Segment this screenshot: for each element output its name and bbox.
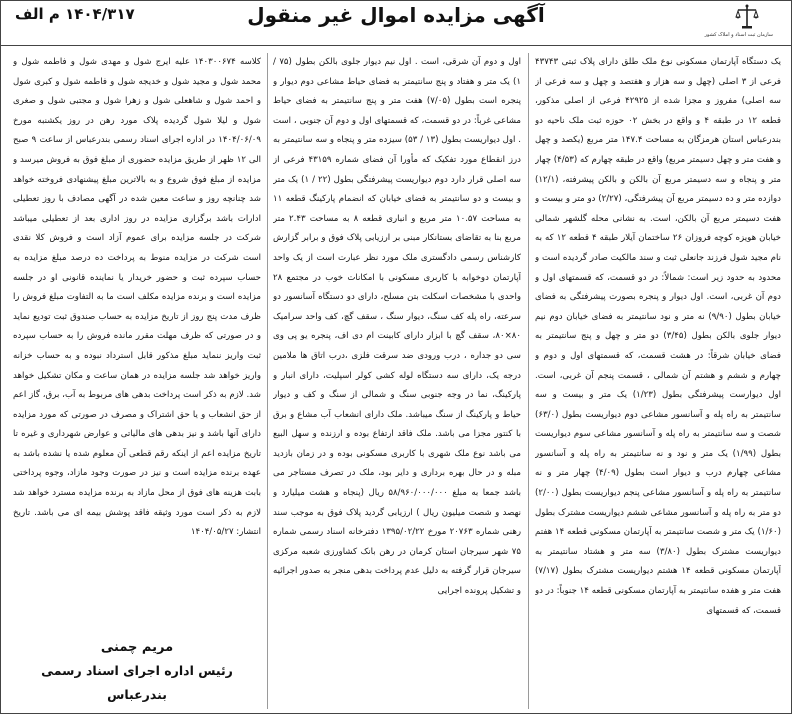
column-divider	[267, 53, 268, 709]
scales-of-justice-icon	[735, 4, 759, 30]
signatory-name: مریم چمنی	[100, 640, 174, 655]
column-divider	[528, 53, 529, 709]
notice-title: آگهی مزایده اموال غیر منقول	[247, 3, 545, 27]
notice-header	[1, 1, 791, 46]
text-column-middle: اول و دوم آن شرقی، است . اول نیم دیوار جلوی بالکن بطول (۷۵ / ۱) یک متر و هفتاد و پنج سانتیمتر به فضای حیاط مشاعی دوم دیوار و پنجره است بطول (۷/۰۵) هفت متر و پنج سانتیمتر به فضای حیاط مشاعی غرباً: در دو قسمت، که قسمتهای اول و دوم آن جنوبی ، است . اول دیواریست بطول (۱۳ / ۵۳) سیزده متر و پنجاه و سه سانتیمتر به درز انقطاع مورد تفکیک که مأورا آن فضای شماره ۴۳۱۵۹ فرعی از سه اصلی قرار دارد دوم دیواریست پیشرفتگی بطول (۲۲ / ۱) یک متر و بیست و دو سانتیمتر به فضای خیابان که انضمام پارکینگ قطعه ۱۱ به مساحت ۱۰.۵۷ متر مربع و انباری قطعه ۸ به مساحت ۲.۴۳ متر مربع بنا به تقاضای بستانکار مبنی بر ارزیابی پلاک فوق و برابر گزارش کارشناس رسمی دادگستری ملک مورد نظر عبارت است از یک واحد آپارتمان دوخوابه با کاربری مسکونی با امکانات خوب در مجتمع ۲۸ واحدی با مشخصات اسکلت بتن مسلح، دارای دو دستگاه آسانسور دو سرعته، راه پله کف سنگ، دیوار سنگ ، سقف گچ، کف واحد سرامیک ۸۰×۸۰، سقف گچ با ابزار دارای کابینت ام دی اف، پنجره یو پی وی سی دو جداره ، درب ورودی ضد سرقت فلزی ،درب اتاق ها ملامین درجه یک، دارای سه دستگاه لوله کشی کولر اسپلیت، دارای انبار و پارکینگ، نما در وجه جنوبی سنگ و شمالی از سنگ و کف و دیوار حیاط و پارکینگ از سنگ میباشد. ملک دارای انشعاب آب مشاع و برق با کنتور مجزا می باشد. ملک فاقد ارتفاع بوده و ارزنده و سهل البیع می باشد نوع ملک شهری با کاربری مسکونی بوده و در زمان بازدید مبله و در حال بهره برداری و دایر بود، ملک در تصرف مستاجر می باشد جمعا به مبلغ ۵۸/۹۶۰/۰۰۰/۰۰۰ ریال (پنجاه و هشت میلیارد و نهصد و شصت میلیون ریال ) ارزیابی گردید پلاک فوق به موجب سند رهنی شماره ۲۰۷۶۳ مورخ ۱۳۹۵/۰۲/۲۲ دفترخانه اسناد رسمی شماره ۷۵ شهر سیرجان استان کرمان در رهن بانک کشاورزی شعبه مرکزی سیرجان قرار گرفته به دلیل عدم پرداخت بدهی منجر به صدور اجرائیه و تشکیل پرونده اجرایی	[273, 57, 521, 597]
registry-emblem	[704, 4, 773, 42]
signatory-title: رئیس اداره اجرای اسناد رسمی بندرعباس	[41, 663, 233, 702]
text-column-right: یک دستگاه آپارتمان مسکونی نوع ملک طلق دارای پلاک ثبتی ۴۳۷۴۳ فرعی از ۳ اصلی (چهل و سه هزار و هفتصد و چهل و سه فرعی از سه اصلی) مفروز و مجزا شده از ۴۲۹۲۵ فرعی از اصلی مذکور، قطعه ۱۲ در طبقه ۴ و واقع در بخش ۰۲ حوزه ثبت ملک ناحیه دو بندرعباس استان هرمزگان به مساحت ۱۴۷.۴ متر مربع (یکصد و چهل و هفت متر و چهل دسیمتر مربع) واقع در طبقه چهارم که (۴/۵۳) چهار متر و پنجاه و سه دسیمتر مربع آن بالکن و بالکن پیشرفته، (۱۲/۱) دوازده متر و ده دسیمتر مربع آن پیشرفتگی، (۲/۲۷) دو متر و بیست و هفت دسیمتر مربع آن بالکن، است. به نشانی محله گلشهر شمالی خیابان هویزه کوچه فروزان ۲۶ ساختمان آیلار طبقه ۴ قطعه ۱۲ که به نام مجید شول فرزند جانعلی ثبت و سند مالکیت صادر گردیده است و محدود به حدود زیر است: شمالاً: در دو قسمت، که قسمتهای اول و دوم آن غربی، است. اول دیوار و پنجره بصورت پیشرفتگی به فضای خیابان بطول (۹/۹۰) نه متر و نود سانتیمتر به فضای خیابان دوم نیم دیوار جلوی بالکن بطول (۳/۴۵) دو متر و چهل و پنج سانتیمتر به فضای خیابان شرقاً: در هشت قسمت، که قسمتهای اول و دوم و چهارم و ششم و هشتم آن شمالی ، قسمت پنجم آن غربی، است. اول دیوارست پیشرفتگی بطول (۱/۲۳) یک متر و بیست و سه سانتیمتر به راه پله و آسانسور مشاعی دوم دیواریست بطول (۶۳/۰) شصت و سه سانتیمتر به راه پله و آسانسور مشاعی سوم دیواریست بطول (۱/۹۹) یک متر و نود و نه سانتیمتر به راه پله و آسانسور مشاعی چهارم درب و دیوار است بطول (۴/۰۹) چهار متر و نه سانتیمتر به راه پله و آسانسور مشاعی پنجم دیواریست بطول (۲/۰۰) دو متر به راه پله و آسانسور مشاعی ششم دیواریست مشترک بطول (۱/۶۰) یک متر و شصت سانتیمتر به آپارتمان مسکونی قطعه ۱۴ هفتم دیواریست مشترک بطول (۳/۸۰) سه متر و هشتاد سانتیمتر به آپارتمان مسکونی قطعه ۱۴ هشتم دیواریست مشترک بطول (۷/۱۷) هفت متر و هفده سانتیمتر به آپارتمان مسکونی قطعه ۱۴ جنوباً: در دو قسمت، که قسمتهای	[535, 57, 781, 616]
text-column-left: کلاسه ۱۴۰۳۰۰۶۷۴ علیه ایرج شول و مهدی شول و فاطمه شول و محمد شول و مجید شول و خدیجه شول و فاطمه شول و کبری شول و احمد شول و شاهعلی شول و زهرا شول و مجتبی شول و صغری شول و لیلا شول گردیده پلاک مورد رهن در روز یکشنبه مورخ ۱۴۰۴/۰۶/۰۹ در اداره اجرای اسناد رسمی بندرعباس از ساعت ۹ صبح الی ۱۲ ظهر از طریق مزایده حضوری از مبلغ فوق به فروش میرسد و مزایده از مبلغ فوق شروع و به بالاترین مبلغ پیشنهادی فروخته خواهد شد چنانچه روز و ساعت معین شده در آگهی مصادف با روز تعطیلی ادارات باشد برگزاری مزایده در روز اداری بعد از تعطیلی میباشد شرکت در جلسه مزایده برای عموم آزاد است و فروش کلا نقدی است شرکت در مزایده منوط به پرداخت ده درصد مبلغ مزایده به حساب سپرده ثبت و حضور خریدار یا نماینده قانونی او در جلسه مزایده است و برنده مزایده مکلف است ما به التفاوت مبلغ فروش را ظرف مدت پنج روز از تاریخ مزایده به حساب صندوق ثبت تودیع نماید و در صورتی که ظرف مهلت مقرر مانده فروش را به حساب سپرده ثبت واریز ننماید مبلغ مذکور قابل استرداد نبوده و به حساب خزانه واریز خواهد شد جلسه مزایده در همان ساعت و مکان تشکیل خواهد شد. لازم به ذکر است پرداخت بدهی های مربوط به آب، برق، گاز اعم از حق انشعاب و یا حق اشتراک و مصرف در صورتی که مورد مزایده دارای آنها باشد و نیز بدهی های مالیاتی و عوارض شهرداری و غیره تا تاریخ مزایده اعم از اینکه رقم قطعی آن معلوم شده یا نشده باشد به عهده برنده مزایده است و نیز در صورت وجود مازاد، وجوه پرداختی بابت هزینه های فوق از محل مازاد به برنده مزایده مسترد خواهد شد لازم به ذکر است مورد وثیقه فاقد پوشش بیمه ای می باشد. تاریخ انتشار: ۱۴۰۴/۰۵/۲۷	[13, 57, 261, 538]
org-name: سازمان ثبت اسناد و املاک کشور	[704, 32, 773, 38]
signature-block	[13, 637, 261, 707]
issue-code: ۱۴۰۴/۳۱۷ م الف	[15, 5, 135, 23]
